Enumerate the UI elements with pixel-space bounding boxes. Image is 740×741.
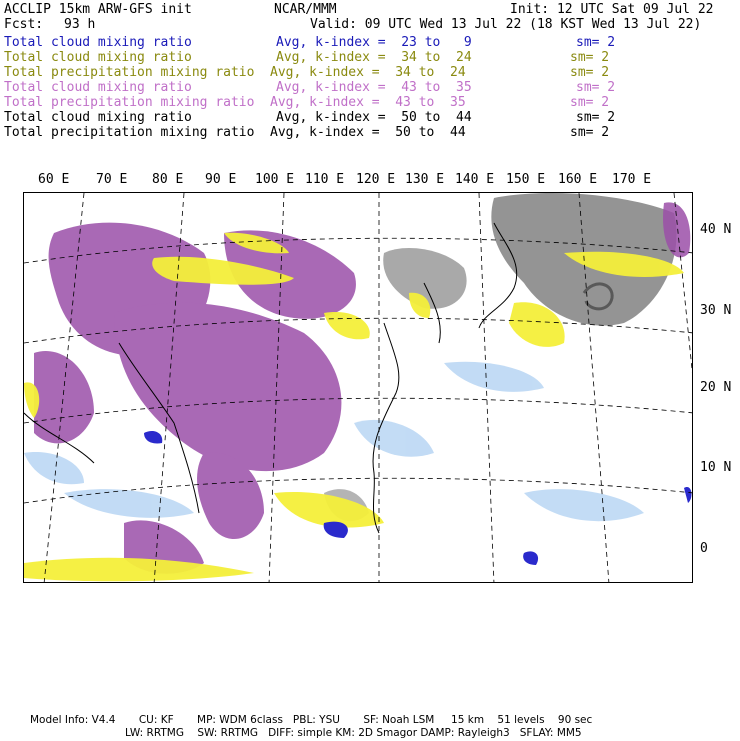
legend-row-field: Total cloud mixing ratio [4,35,192,50]
legend-row-stat: Avg, k-index = 50 to 44 [276,110,472,125]
legend-row-field: Total cloud mixing ratio [4,80,192,95]
legend-row-field: Total precipitation mixing ratio [4,65,255,80]
legend-row-sm: sm= 2 [570,125,610,140]
lat-label: 10 N [700,460,732,475]
model-info-line1: Model Info: V4.4 CU: KF MP: WDM 6class PBL: YSU SF: Noah LSM 15 km 51 levels 90 sec [30,714,593,726]
lon-label: 120 E [356,172,396,187]
legend-row-stat: Avg, k-index = 23 to 9 [276,35,472,50]
lon-label: 100 E [255,172,295,187]
lon-label: 80 E [152,172,184,187]
legend-row-field: Total cloud mixing ratio [4,50,192,65]
lon-label: 70 E [96,172,128,187]
legend-row-stat: Avg, k-index = 50 to 44 [270,125,466,140]
legend-row-field: Total precipitation mixing ratio [4,125,255,140]
model-info-line2: LW: RRTMG SW: RRTMG DIFF: simple KM: 2D Smagor DAMP: Rayleigh3 SFLAY: MM5 [125,727,582,739]
map-field-plot [24,193,693,583]
lon-label: 90 E [205,172,237,187]
fcst-label: Fcst: [4,17,44,32]
legend-row-stat: Avg, k-index = 34 to 24 [270,65,466,80]
legend-row-field: Total precipitation mixing ratio [4,95,255,110]
lon-label: 140 E [455,172,495,187]
model-title: ACCLIP 15km ARW-GFS init [4,2,192,17]
lon-label: 110 E [305,172,345,187]
lon-label: 150 E [506,172,546,187]
init-time: Init: 12 UTC Sat 09 Jul 22 [510,2,714,17]
legend-row-stat: Avg, k-index = 43 to 35 [270,95,466,110]
legend-row-sm: sm= 2 [570,65,610,80]
lat-label: 30 N [700,303,732,318]
legend-row-sm: sm= 2 [576,80,616,95]
legend-row-sm: sm= 2 [576,110,616,125]
legend-row-sm: sm= 2 [570,50,610,65]
lon-label: 130 E [405,172,445,187]
center-title: NCAR/MMM [274,2,337,17]
valid-time: Valid: 09 UTC Wed 13 Jul 22 (18 KST Wed 13 Jul 22) [310,17,702,32]
legend-row-stat: Avg, k-index = 43 to 35 [276,80,472,95]
legend-row-sm: sm= 2 [570,95,610,110]
lon-label: 170 E [612,172,652,187]
map-panel [23,192,693,583]
fcst-value: 93 h [64,17,96,32]
legend-row-field: Total cloud mixing ratio [4,110,192,125]
lat-label: 20 N [700,380,732,395]
lat-label: 0 [700,541,708,556]
lon-label: 160 E [558,172,598,187]
gray-cloud-field [324,193,677,521]
lat-label: 40 N [700,222,732,237]
legend-row-stat: Avg, k-index = 34 to 24 [276,50,472,65]
lon-label: 60 E [38,172,70,187]
legend-row-sm: sm= 2 [576,35,616,50]
